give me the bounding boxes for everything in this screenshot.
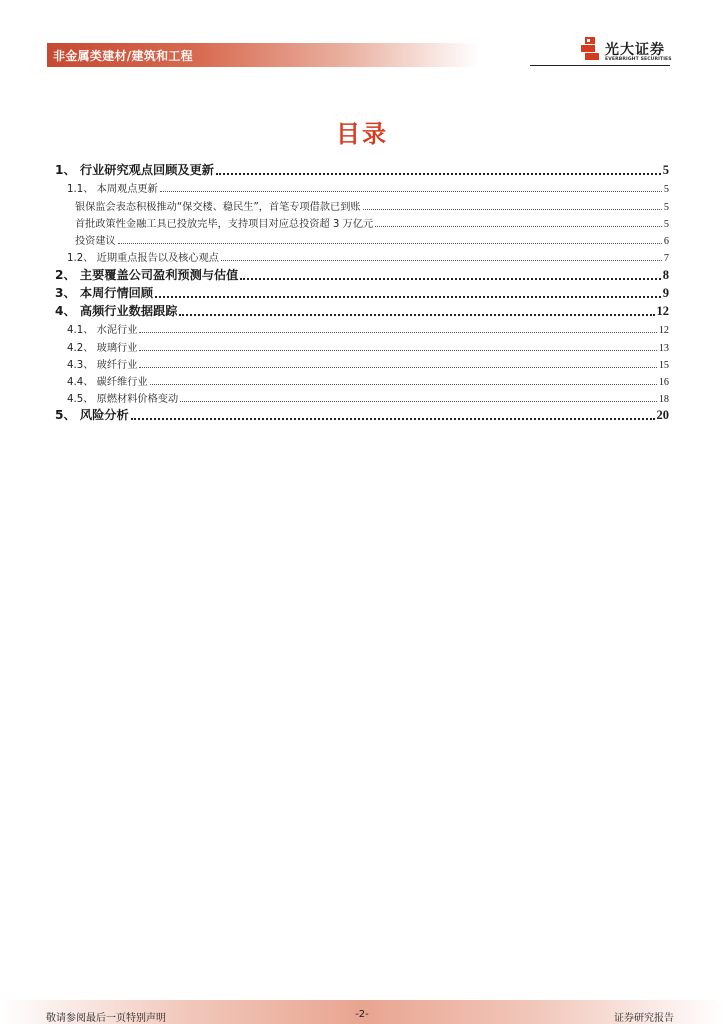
- toc-entry-label: 4.2、 玻璃行业: [67, 342, 138, 354]
- footer-report-type: 证券研究报告: [614, 1013, 674, 1024]
- toc-leader-dots: [131, 417, 655, 420]
- toc-entry-page: 5: [663, 184, 669, 196]
- toc-entry[interactable]: [55, 371, 669, 388]
- report-category: 非金属类建材/建筑和工程: [53, 49, 193, 63]
- toc-entry-page: 16: [658, 376, 669, 388]
- toc-entry-label: 4.5、 原燃材料价格变动: [67, 394, 179, 406]
- toc-entry-label: 1、 行业研究观点回顾及更新: [55, 163, 214, 178]
- toc-entry-page: 5: [662, 163, 669, 178]
- toc-leader-dots: [139, 366, 656, 368]
- toc-entry-page: 5: [663, 201, 669, 213]
- toc-entry[interactable]: [55, 301, 669, 319]
- toc-entry-page: 12: [658, 325, 669, 337]
- toc-entry-page: 15: [658, 359, 669, 371]
- toc-entry-label: 4.3、 玻纤行业: [67, 359, 138, 371]
- logo-chinese-name: 光大证券: [605, 42, 665, 58]
- toc-entry-label: 5、 风险分析: [55, 408, 129, 423]
- table-of-contents: [55, 160, 669, 423]
- toc-entry[interactable]: [55, 160, 669, 178]
- toc-leader-dots: [180, 400, 657, 402]
- toc-entry[interactable]: [55, 336, 669, 353]
- toc-entry-page: 6: [663, 236, 669, 248]
- company-logo: [581, 37, 677, 67]
- toc-entry[interactable]: [55, 213, 669, 230]
- toc-entry-page: 12: [656, 304, 669, 319]
- toc-entry[interactable]: [55, 195, 669, 212]
- toc-entry[interactable]: [55, 405, 669, 423]
- toc-entry-label: 4.1、 水泥行业: [67, 325, 138, 337]
- toc-entry-page: 8: [662, 267, 669, 282]
- toc-entry-page: 18: [658, 394, 669, 406]
- toc-entry-label: 4.4、 碳纤维行业: [67, 376, 148, 388]
- toc-leader-dots: [375, 225, 662, 227]
- toc-entry-label: 1.2、 近期重点报告以及核心观点: [67, 253, 219, 265]
- toc-entry-page: 7: [663, 253, 669, 265]
- toc-entry-label: 首批政策性金融工具已投放完毕，支持项目对应总投资超 3 万亿元: [75, 218, 374, 230]
- toc-entry[interactable]: [55, 230, 669, 247]
- toc-entry-label: 1.1、 本周观点更新: [67, 184, 158, 196]
- toc-entry-label: 银保监会表态积极推动“保交楼、稳民生”，首笔专项借款已到账: [75, 201, 361, 213]
- toc-entry[interactable]: [55, 247, 669, 264]
- toc-entry[interactable]: [55, 264, 669, 282]
- toc-leader-dots: [155, 295, 661, 298]
- toc-entry[interactable]: [55, 388, 669, 405]
- toc-entry[interactable]: [55, 354, 669, 371]
- toc-entry-page: 5: [663, 218, 669, 230]
- toc-entry[interactable]: [55, 283, 669, 301]
- toc-leader-dots: [150, 383, 657, 385]
- toc-entry-label: 2、 主要覆盖公司盈利预测与估值: [55, 267, 239, 282]
- toc-leader-dots: [363, 208, 662, 210]
- toc-leader-dots: [179, 313, 654, 316]
- toc-entry-label: 4、 高频行业数据跟踪: [55, 304, 178, 319]
- toc-entry[interactable]: [55, 178, 669, 195]
- toc-entry-page: 9: [662, 285, 669, 300]
- toc-entry-page: 13: [658, 342, 669, 354]
- toc-title: 目录: [336, 120, 388, 148]
- toc-leader-dots: [139, 349, 656, 351]
- logo-mark-icon: [581, 37, 601, 61]
- logo-english-name: EVERBRIGHT SECURITIES: [605, 57, 672, 62]
- toc-leader-dots: [139, 331, 656, 333]
- footer-disclaimer: 敬请参阅最后一页特别声明: [46, 1013, 166, 1024]
- toc-leader-dots: [240, 277, 660, 280]
- toc-entry[interactable]: [55, 319, 669, 336]
- toc-entry-label: 3、 本周行情回顾: [55, 285, 154, 300]
- toc-leader-dots: [118, 242, 662, 244]
- toc-entry-label: 投资建议: [75, 236, 116, 248]
- toc-entry-page: 20: [656, 408, 669, 423]
- toc-leader-dots: [160, 190, 662, 192]
- toc-leader-dots: [221, 259, 662, 261]
- page-number: -2-: [355, 1009, 369, 1020]
- toc-leader-dots: [216, 172, 661, 175]
